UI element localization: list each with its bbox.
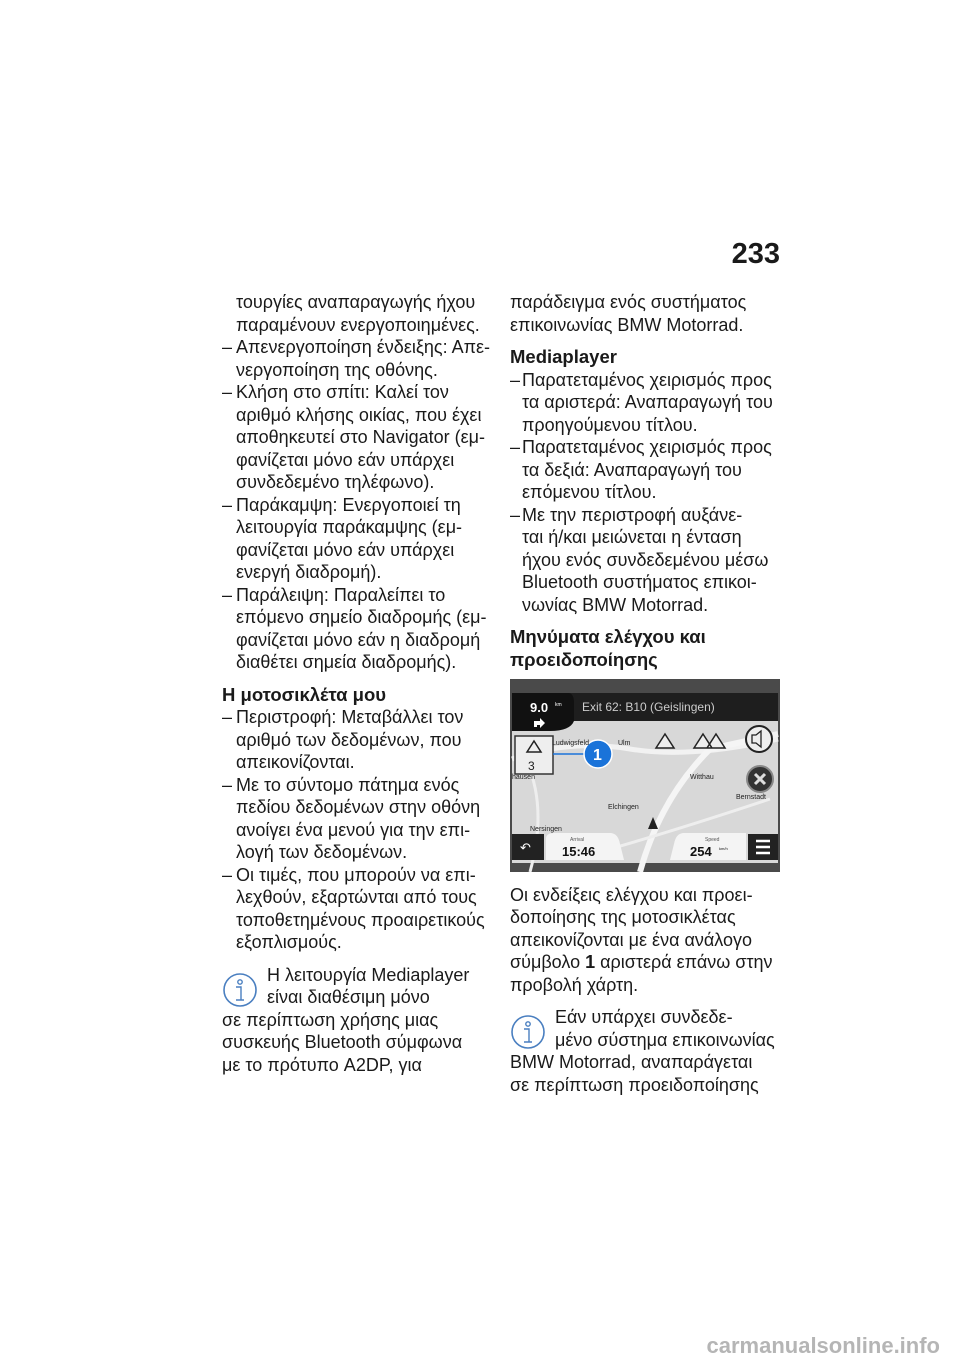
text-line	[222, 751, 497, 774]
bullet-dash: –	[222, 864, 233, 885]
text-line	[222, 651, 497, 674]
text-line	[510, 291, 785, 314]
speed-value: 254	[690, 844, 712, 859]
bullet-item	[510, 436, 785, 459]
text-line	[510, 906, 785, 929]
place-label: Nersingen	[530, 826, 562, 833]
text-fragment: αριστερά επάνω στην	[595, 952, 773, 972]
text-line	[222, 539, 497, 562]
line-text: λεχθούν, εξαρτώνται από τους	[236, 887, 477, 907]
bullet-dash: –	[510, 504, 521, 525]
line-text: παραμένουν ενεργοποιημένες.	[236, 314, 480, 335]
line-text: Απενεργοποίηση ένδειξης: Απε-	[236, 337, 491, 357]
note-line: με το πρότυπο A2DP, για	[222, 1054, 422, 1075]
note-line: σε περίπτωση προειδοποίησης	[510, 1074, 759, 1095]
text-line	[510, 951, 785, 974]
page-number: 233	[731, 238, 780, 270]
line-text: ενεργή διαδρομή).	[236, 562, 382, 582]
info-note	[510, 1006, 785, 1096]
line-text: παράδειγμα ενός συστήματος	[510, 292, 747, 312]
line-text: λογή των δεδομένων.	[236, 842, 408, 862]
bullet-dash: –	[222, 707, 233, 727]
text-line	[222, 796, 497, 819]
line-text: εξοπλισμούς.	[236, 932, 342, 952]
bullet-item	[222, 864, 497, 887]
text-line	[222, 561, 497, 584]
bullet-item	[510, 504, 785, 527]
next-turn-label: Exit 62: B10 (Geislingen)	[582, 700, 715, 714]
bullet-dash: –	[222, 337, 233, 357]
place-label: Elchingen	[608, 804, 639, 811]
text-line	[510, 549, 785, 572]
navigation-screenshot	[510, 679, 780, 872]
text-line	[510, 974, 785, 997]
text-line	[510, 571, 785, 594]
place-label: Ludwigsfeld	[552, 740, 589, 747]
text-line	[222, 314, 497, 337]
line-text: ήχου ενός συνδεδεμένου μέσω	[522, 549, 769, 570]
line-text: πεδίου δεδομένων στην οθόνη	[236, 797, 481, 817]
line-text: φανίζεται μόνο εάν υπάρχει	[236, 539, 455, 560]
text-line	[222, 449, 497, 472]
line-text: επικοινωνίας BMW Motorrad.	[510, 314, 744, 335]
line-text: τουργίες αναπαραγωγής ήχου	[236, 292, 476, 312]
place-label: hausen	[512, 774, 535, 781]
text-line	[222, 886, 497, 909]
line-text: Περιστροφή: Μεταβάλλει τον	[236, 707, 464, 727]
line-text: τα δεξιά: Αναπαραγωγή του	[522, 459, 742, 480]
line-text: φανίζεται μόνο εάν υπάρχει	[236, 449, 455, 470]
place-label: Bernstadt	[736, 794, 766, 801]
text-line	[222, 629, 497, 652]
bullet-item	[222, 584, 497, 607]
info-note	[222, 964, 497, 1077]
bullet-item	[222, 494, 497, 517]
section-heading: Mediaplayer	[510, 346, 617, 367]
text-line	[222, 841, 497, 864]
text-line	[510, 929, 785, 952]
text-line	[222, 359, 497, 382]
speed-label: Speed	[705, 837, 720, 843]
bullet-dash: –	[510, 437, 521, 457]
section-heading: Μηνύματα ελέγχου και	[510, 626, 706, 647]
distance-readout: 9.0	[530, 700, 549, 715]
line-text: απεικονίζονται με ένα ανάλογο	[510, 929, 753, 950]
bullet-dash: –	[510, 369, 521, 390]
note-line: σε περίπτωση χρήσης μιας	[222, 1009, 439, 1030]
line-text: Παρατεταμένος χειρισμός προς	[522, 369, 772, 390]
line-text: επόμενου τίτλου.	[522, 482, 657, 502]
bullet-item	[222, 381, 497, 404]
line-text: Οι ενδείξεις ελέγχου και προει-	[510, 884, 753, 905]
bullet-dash: –	[222, 494, 233, 515]
watermark: carmanualsonline.info	[706, 1333, 940, 1358]
line-text: αποθηκευτεί στο Navigator (εμ-	[236, 427, 486, 447]
arrival-time: 15:46	[562, 844, 596, 859]
note-line: μένο σύστημα επικοινωνίας	[555, 1029, 775, 1050]
distance-unit: km	[555, 702, 562, 708]
volume-button[interactable]	[746, 726, 772, 752]
line-text: νεργοποίηση της οθόνης.	[236, 359, 438, 380]
line-text: αριθμό των δεδομένων, που	[236, 729, 462, 750]
note-line: είναι διαθέσιμη μόνο	[267, 987, 430, 1007]
bullet-dash: –	[222, 382, 233, 402]
text-line	[510, 414, 785, 437]
section-heading: Η μοτοσικλέτα μου	[222, 683, 387, 705]
callout-reference: 1	[585, 952, 596, 972]
text-line	[510, 526, 785, 549]
callout-label: 1	[593, 747, 602, 764]
place-label: Witthau	[690, 774, 714, 781]
line-text: προβολή χάρτη.	[510, 974, 639, 995]
text-line	[222, 931, 497, 954]
text-line	[222, 404, 497, 427]
text-line	[222, 819, 497, 842]
text-line	[510, 884, 785, 907]
bullet-dash: –	[222, 774, 233, 795]
line-text: τοποθετημένους προαιρετικούς	[236, 909, 485, 930]
line-text: διαθέτει σημεία διαδρομής).	[236, 652, 457, 672]
line-text: φανίζεται μόνο εάν η διαδρομή	[236, 629, 481, 650]
line-text: Παράκαμψη: Ενεργοποιεί τη	[236, 494, 461, 515]
text-line	[222, 516, 497, 539]
bullet-item	[222, 336, 497, 359]
left-column	[222, 291, 497, 1076]
line-text: Με το σύντομο πάτημα ενός	[236, 774, 460, 795]
line-text: επόμενο σημείο διαδρομής (εμ-	[236, 607, 487, 627]
line-text: ται ή/και μειώνεται η ένταση	[522, 527, 742, 547]
speed-unit: km/h	[719, 846, 728, 851]
line-text: αριθμό κλήσης οικίας, που έχει	[236, 404, 482, 425]
text-line	[222, 729, 497, 752]
text-line	[222, 426, 497, 449]
line-text: προηγούμενου τίτλου.	[522, 414, 698, 435]
text-line	[510, 391, 785, 414]
line-text: απεικονίζονται.	[236, 752, 355, 772]
line-text: ανοίγει ένα μενού για την επι-	[236, 819, 471, 840]
line-text: Με την περιστροφή αυξάνε-	[522, 504, 743, 525]
bullet-item	[510, 369, 785, 392]
arrival-label: Arrival	[570, 837, 585, 843]
line-text: Παράλειψη: Παραλείπει το	[236, 584, 446, 605]
line-text: Bluetooth συστήματος επικοι-	[522, 572, 757, 592]
line-text: Παρατεταμένος χειρισμός προς	[522, 437, 772, 457]
text-line	[510, 314, 785, 337]
line-text: συνδεδεμένο τηλέφωνο).	[236, 472, 435, 492]
line-text: τα αριστερά: Αναπαραγωγή του	[522, 392, 773, 412]
note-line: συσκευής Bluetooth σύμφωνα	[222, 1032, 463, 1052]
warning-count: 3	[528, 759, 535, 773]
line-text: λειτουργία παράκαμψης (εμ-	[236, 517, 463, 537]
text-fragment: σύμβολο	[510, 952, 586, 972]
text-line	[222, 471, 497, 494]
note-line: Η λειτουργία Mediaplayer	[267, 964, 470, 985]
back-icon: ↶	[520, 841, 531, 856]
text-line	[510, 459, 785, 482]
line-text: Κλήση στο σπίτι: Καλεί τον	[236, 382, 449, 402]
bullet-dash: –	[222, 584, 233, 605]
line-text: δοποίησης της μοτοσικλέτας	[510, 907, 736, 927]
text-line	[222, 909, 497, 932]
line-text: νωνίας BMW Motorrad.	[522, 594, 709, 615]
section-heading: προειδοποίησης	[510, 648, 658, 670]
line-text: Οι τιμές, που μπορούν να επι-	[236, 864, 476, 885]
bullet-item	[222, 774, 497, 797]
note-line: Εάν υπάρχει συνδεδε-	[555, 1007, 733, 1027]
text-line	[510, 481, 785, 504]
right-column	[510, 291, 785, 1096]
text-line	[222, 291, 497, 314]
note-line: BMW Motorrad, αναπαράγεται	[510, 1052, 753, 1072]
text-line	[510, 594, 785, 617]
text-line	[222, 606, 497, 629]
bullet-item	[222, 706, 497, 729]
place-label: Ulm	[618, 740, 631, 747]
